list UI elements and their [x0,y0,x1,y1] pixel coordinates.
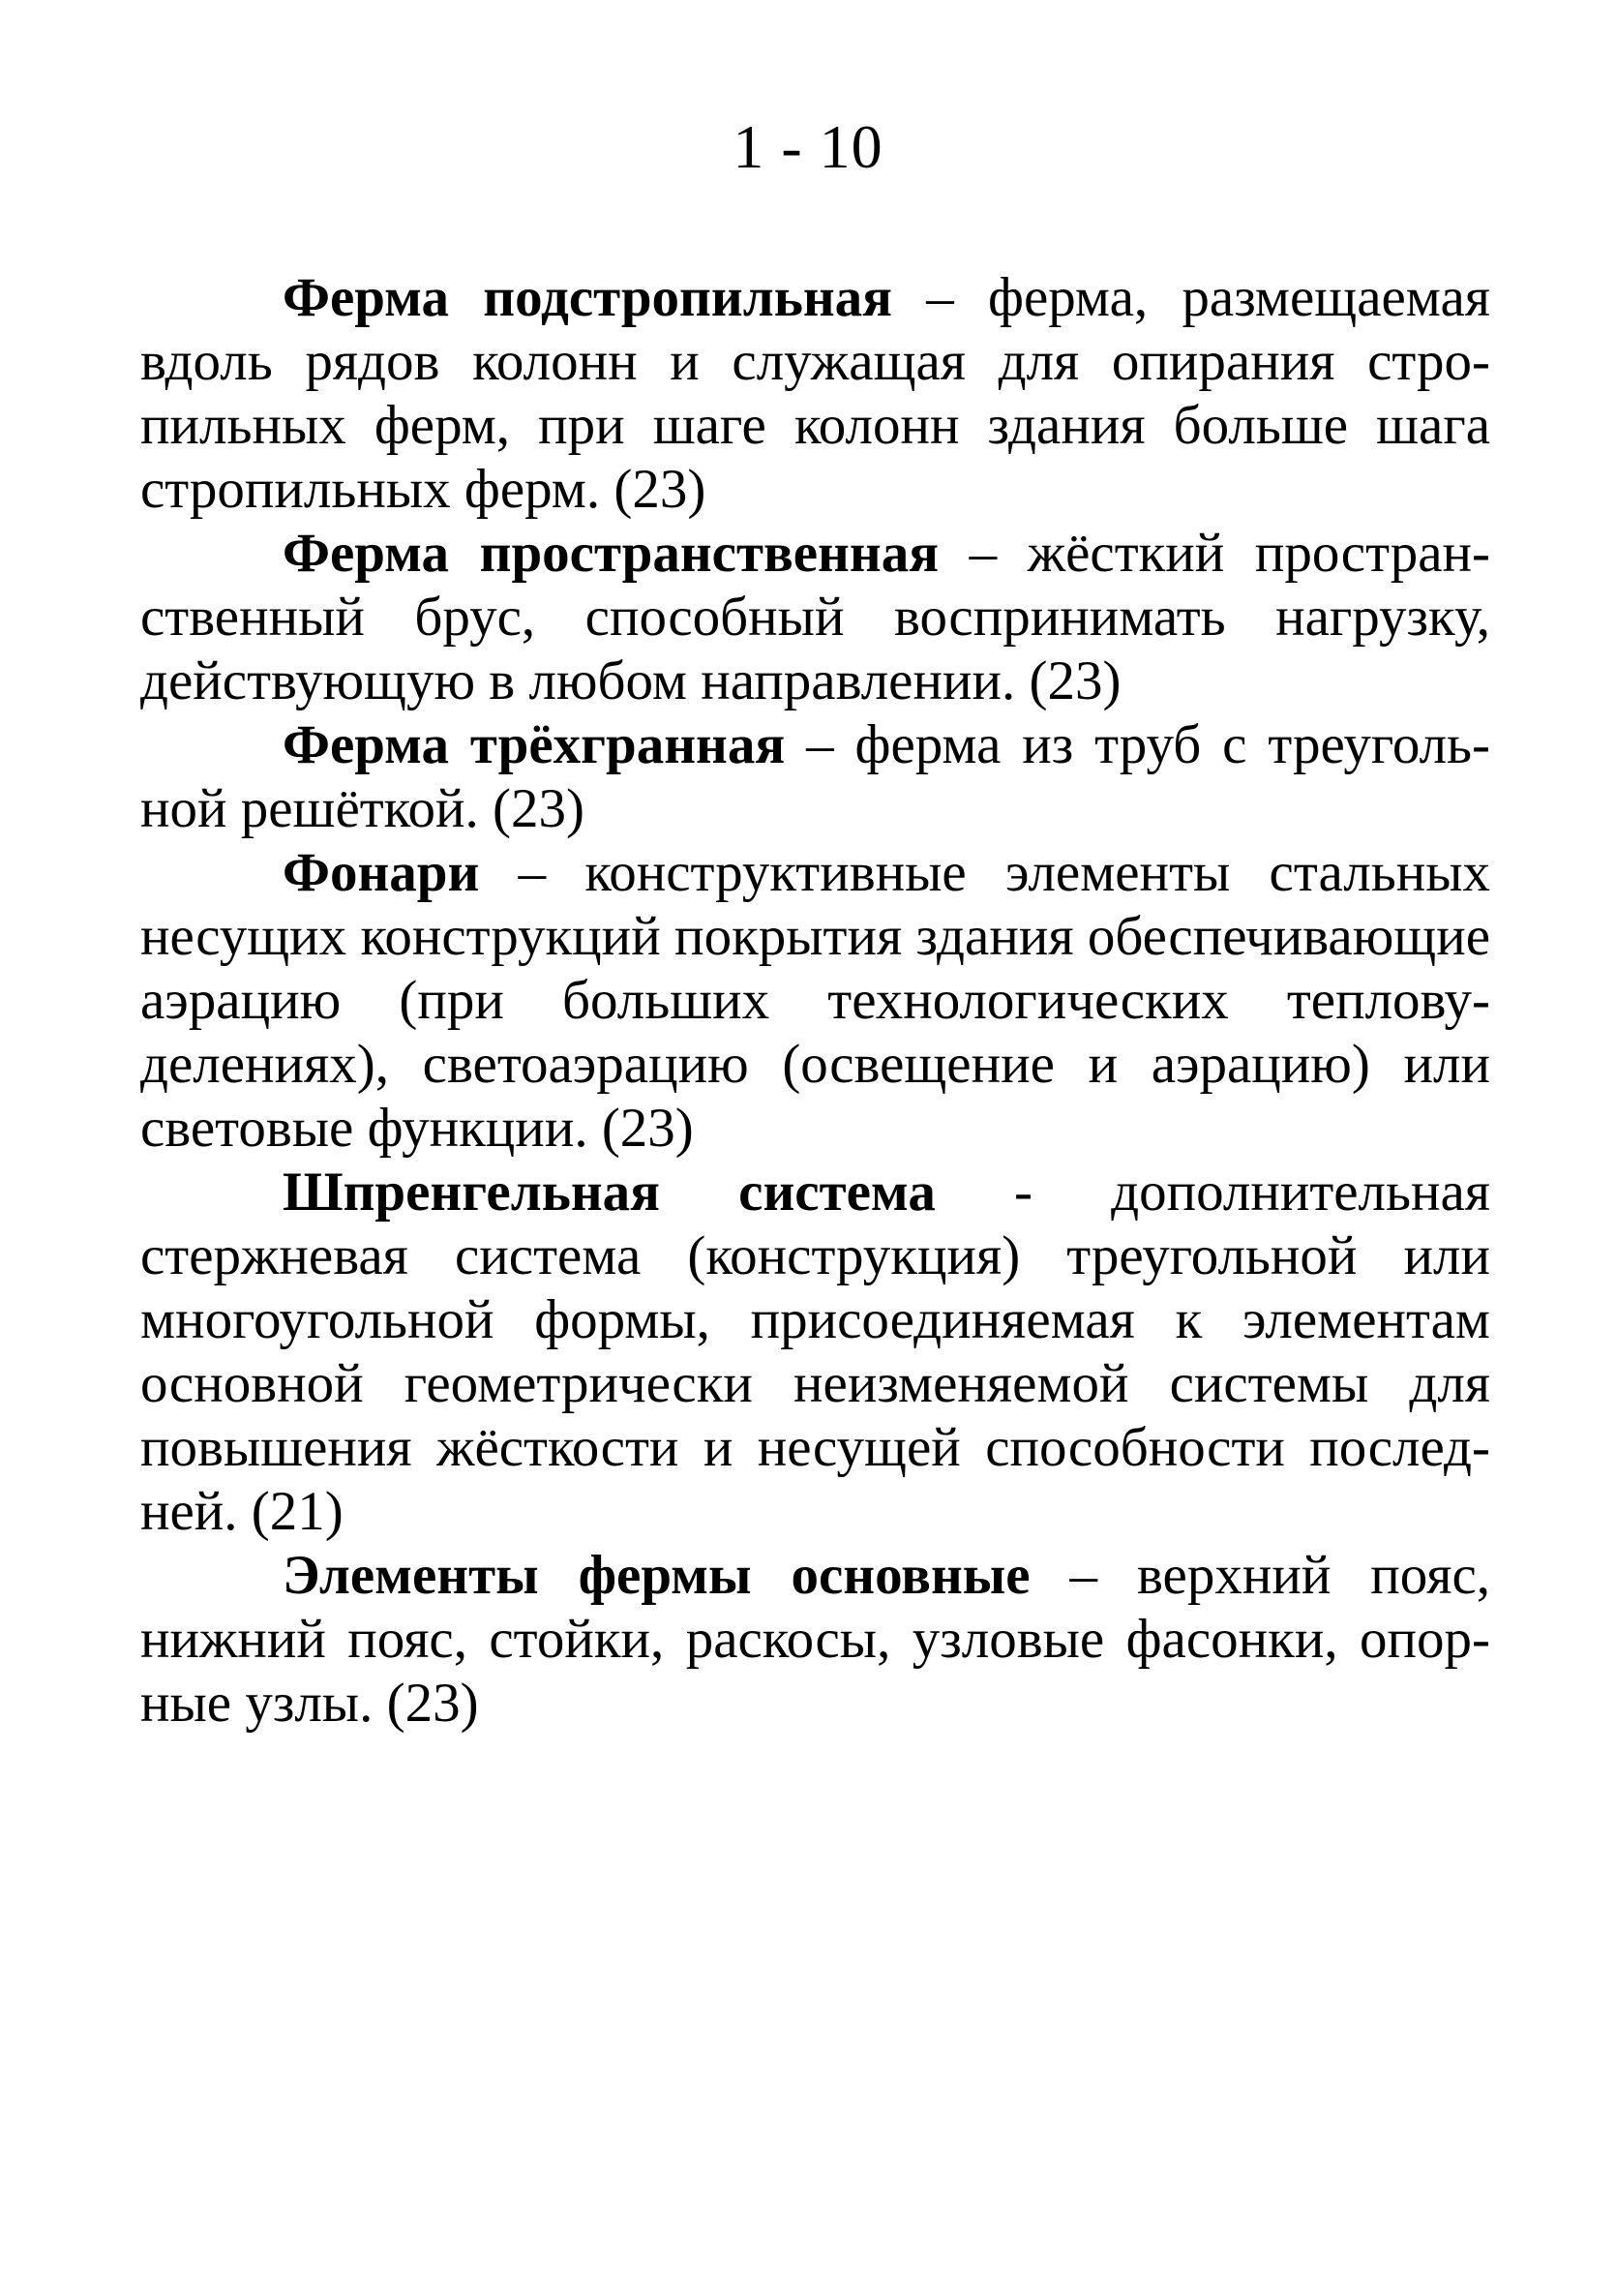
entry-term: Шпренгельная система [283,1162,936,1223]
entry-definition: – конструктивные элементы стальных несущих конструкций покрытия здания обеспечивающие аэрацию (при больших технологических тепловуделениях), светоаэрацию (освещение и аэрацию) или световые функции. (23) [140,842,1490,1159]
page-number: 1 - 10 [733,112,883,181]
glossary-entry [140,266,1490,522]
glossary-entry [140,1544,1490,1736]
glossary-entry [140,713,1490,841]
entry-definition: – верхний пояс, нижний пояс, стойки, раскосы, узловые фасонки, опорные узлы. (23) [140,1545,1490,1734]
entry-definition: – ферма из труб с треугольной решёткой. (23) [140,714,1490,839]
entry-term: Ферма трёхгранная [283,714,786,775]
glossary-entries [140,266,1490,1736]
entry-term: Фонари [283,842,480,903]
entry-definition: – жёсткий пространственный брус, способный воспринимать нагрузку, действующую в любом направлении. (23) [140,523,1490,711]
entry-term: Ферма подстропильная [283,267,893,328]
entry-definition: - дополнительная стержневая система (конструкция) треугольной или многоугольной формы, присоединяемая к элементам основной геометрически неизменяемой системы для повышения жёсткости и несущей способности последней. (21) [140,1162,1491,1542]
glossary-entry [140,522,1490,713]
entry-term: Элементы фермы основные [283,1545,1031,1606]
glossary-entry [140,1161,1490,1544]
entry-term: Ферма пространственная [283,523,940,584]
entry-definition: – ферма, размещаемая вдоль рядов колонн и служащая для опирания стропильных ферм, при шаге колонн здания больше шага стропильных ферм. (23) [140,267,1490,520]
glossary-entry [140,841,1490,1161]
